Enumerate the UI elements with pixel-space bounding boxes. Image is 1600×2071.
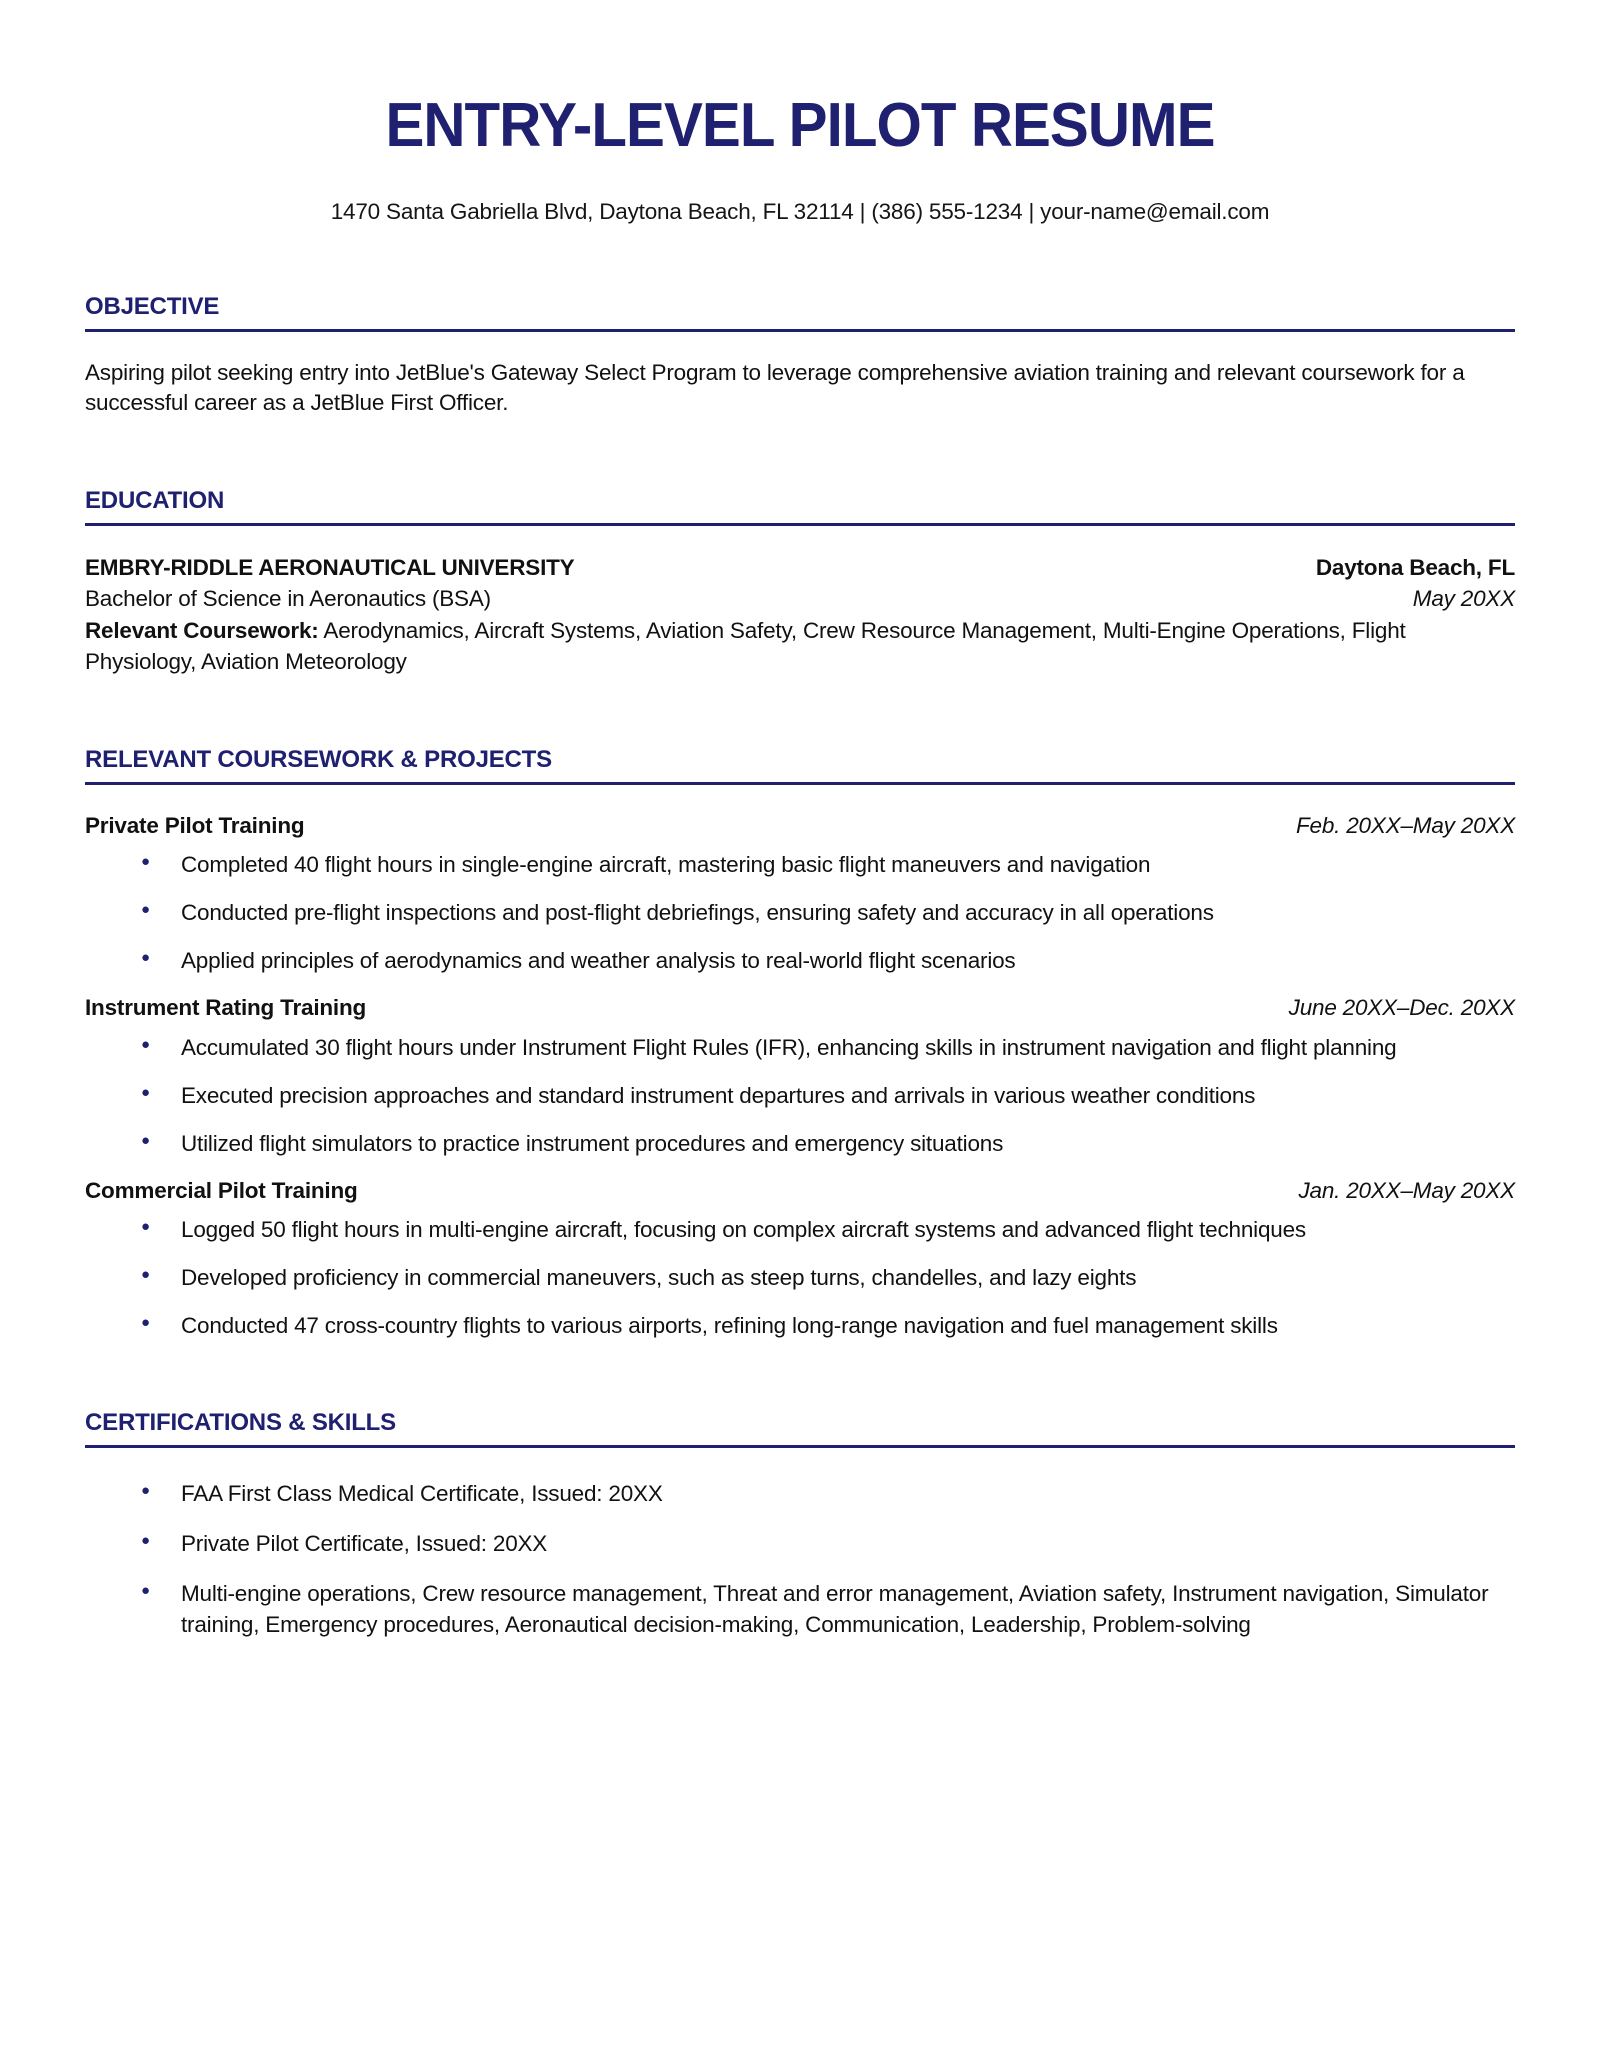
bullet-item: ● Accumulated 30 flight hours under Instrument Flight Rules (IFR), enhancing skills in instrument navigation and flight planning — [141, 1032, 1515, 1063]
bullet-item: ● Executed precision approaches and standard instrument departures and arrivals in various weather conditions — [141, 1080, 1515, 1111]
contact-info: 1470 Santa Gabriella Blvd, Daytona Beach, FL 32114 | (386) 555-1234 | your-name@email.com — [330, 199, 1270, 224]
objective-text: Aspiring pilot seeking entry into JetBlue's Gateway Select Program to leverage comprehensive aviation training and relevant coursework for a successful career as a JetBlue First Officer. — [85, 360, 1465, 416]
education-date: May 20XX — [1412, 586, 1515, 612]
education-coursework — [85, 615, 1515, 678]
entry-dates: June 20XX–Dec. 20XX — [1288, 995, 1515, 1021]
coursework-entry — [85, 993, 1515, 1159]
coursework-projects-heading: RELEVANT COURSEWORK & PROJECTS — [85, 746, 1515, 785]
coursework-entry — [85, 1176, 1515, 1342]
bullet-item: ● Private Pilot Certificate, Issued: 20XX — [141, 1528, 1515, 1559]
bullet-item: ● Utilized flight simulators to practice instrument procedures and emergency situations — [141, 1128, 1515, 1159]
education-school: EMBRY-RIDDLE AERONAUTICAL UNIVERSITY — [85, 554, 575, 580]
entry-header — [85, 993, 1515, 1023]
coursework-entries — [85, 811, 1515, 1342]
entry-title: Private Pilot Training — [85, 812, 305, 838]
entry-title: Commercial Pilot Training — [85, 1177, 358, 1203]
entry-bullet-list — [85, 849, 1515, 976]
bullet-item: ● Applied principles of aerodynamics and weather analysis to real-world flight scenarios — [141, 945, 1515, 976]
section-certifications — [85, 1409, 1515, 1640]
bullet-item: ● Multi-engine operations, Crew resource management, Threat and error management, Aviation safety, Instrument navigation, Simulator training, Emergency procedures, Aeronautical decision-making, Communication, Leadership, Problem-solving — [141, 1578, 1515, 1640]
bullet-item: ● Logged 50 flight hours in multi-engine aircraft, focusing on complex aircraft systems and advanced flight techniques — [141, 1214, 1515, 1245]
entry-dates: Jan. 20XX–May 20XX — [1298, 1177, 1515, 1203]
bullet-item: ● Conducted 47 cross-country flights to various airports, refining long-range navigation and fuel management skills — [141, 1310, 1515, 1341]
objective-heading: OBJECTIVE — [85, 293, 1515, 332]
bullet-item: ● FAA First Class Medical Certificate, Issued: 20XX — [141, 1478, 1515, 1509]
education-location: Daytona Beach, FL — [1315, 554, 1515, 580]
education-heading: EDUCATION — [85, 487, 1515, 526]
coursework-text: Aerodynamics, Aircraft Systems, Aviation Safety, Crew Resource Management, Multi-Engine Operations, Flight Physiology, Aviation Meteorology — [85, 617, 1406, 675]
entry-bullet-list — [85, 1032, 1515, 1159]
education-degree: Bachelor of Science in Aeronautics (BSA) — [85, 586, 491, 612]
bullet-item: ● Conducted pre-flight inspections and post-flight debriefings, ensuring safety and accuracy in all operations — [141, 897, 1515, 928]
entry-title: Instrument Rating Training — [85, 995, 367, 1021]
certifications-list — [85, 1478, 1515, 1640]
education-school-row — [85, 552, 1515, 584]
entry-dates: Feb. 20XX–May 20XX — [1295, 812, 1515, 838]
education-body — [85, 552, 1515, 678]
coursework-label: Relevant Coursework: — [85, 617, 319, 643]
section-objective — [85, 293, 1515, 419]
education-degree-row — [85, 583, 1515, 615]
bullet-item: ● Developed proficiency in commercial maneuvers, such as steep turns, chandelles, and lazy eights — [141, 1262, 1515, 1293]
entry-header — [85, 811, 1515, 841]
certifications-heading: CERTIFICATIONS & SKILLS — [85, 1409, 1515, 1448]
entry-header — [85, 1176, 1515, 1206]
section-education — [85, 487, 1515, 678]
entry-bullet-list — [85, 1214, 1515, 1341]
bullet-item: ● Completed 40 flight hours in single-engine aircraft, mastering basic flight maneuvers and navigation — [141, 849, 1515, 880]
coursework-entry — [85, 811, 1515, 977]
page-title: ENTRY-LEVEL PILOT RESUME — [385, 91, 1215, 160]
section-coursework-projects — [85, 746, 1515, 1342]
